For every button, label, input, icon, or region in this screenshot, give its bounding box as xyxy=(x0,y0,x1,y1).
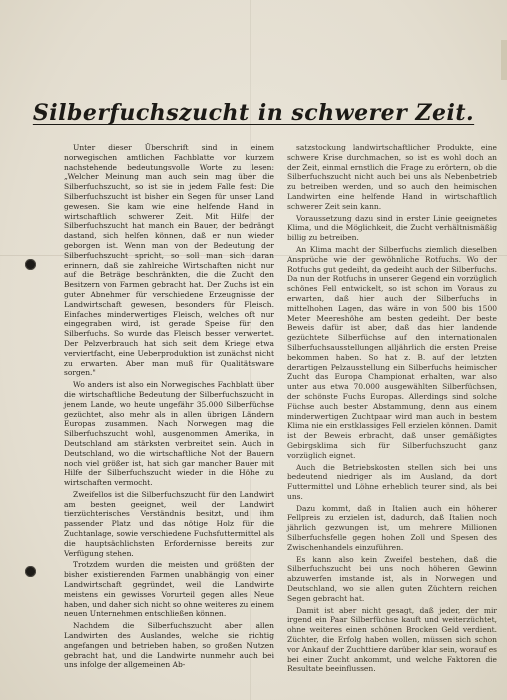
paragraph: Damit ist aber nicht gesagt, daß jeder, der mir irgend ein Paar Silberfüchse kauft und weiterzüchtet, ohne weiteres einen schönen Brocken Geld verdient. Züchter, die Erfolg haben wollen, müssen sich schon vor Ankauf der Zuchttiere darüber klar sein, worauf es bei einer Zucht ankommt, und welche Faktoren die Resultate beeinflussen. xyxy=(287,605,497,674)
right-column xyxy=(287,143,497,676)
paragraph: Zweifellos ist die Silberfuchszucht für den Landwirt am besten geeignet, weil der Landwirt tierzüchterisches Verständnis besitzt, und ihm passender Platz und das nötige Holz für die Zuchtanlage, sowie verschiedene Fuchsfuttermittel als die hauptsächlichsten Erfordernisse bereits zur Verfügung stehen. xyxy=(64,489,274,558)
paragraph: Voraussetzung dazu sind in erster Linie geeignetes Klima, und die Möglichkeit, die Zucht verhältnismäßig billig zu betreiben. xyxy=(287,213,497,243)
paragraph: An Klima macht der Silberfuchs ziemlich dieselben Ansprüche wie der gewöhnliche Rotfuchs. Wo der Rotfuchs gut gedeiht, da gedeiht auch der Silberfuchs. Da nun der Rotfuchs in unserer Gegend ein vorzüglich schönes Fell entwickelt, so ist schon im Voraus zu erwarten, daß hier auch der Silberfuchs in mittelhohen Lagen, das wäre in von 500 bis 1500 Meter Meereshöhe am besten gedeiht. Der beste Beweis dafür ist aber, daß das hier landende gezüchtete Silberfüchse auf den internationalen Silberfuchsausstellungen alljährlich die ersten Preise bekommen haben. So hat z. B. auf der letzten derartigen Pelzausstellung ein Silberfuchs heimischer Zucht das Europa Championat erhalten, war also unter aus etwa 70.000 ausgewählten Silberfüchsen, der schönste Fuchs Europas. Allerdings sind solche Füchse auch bester Abstammung, denn aus einem minderwertigen Zuchtpaar wird man auch in bestem Klima nie ein erstklassiges Fell erzielen können. Damit ist der Beweis erbracht, daß unser gemäßigtes Gebirgsklima sich für Silberfuchszucht ganz vorzüglich eignet. xyxy=(287,244,497,460)
paragraph: Trotzdem wurden die meisten und größten der bisher existierenden Farmen unabhängig von einer Landwirtschaft gegründet, weil die Landwirte meistens ein gewisses Vorurteil gegen alles Neue haben, und daher sich nicht so ohne weiteres zu einem neuen Unternehmen entschließen können. xyxy=(64,560,274,619)
article-title: Silberfuchszucht in schwerer Zeit. xyxy=(32,100,475,126)
paragraph: Nachdem die Silberfuchszucht aber allen Landwirten des Auslandes, welche sie richtig angefangen und betrieben haben, so großen Nutzen gebracht hat, und die Landwirte nunmehr auch bei uns infolge der allgemeinen Ab- xyxy=(64,621,274,670)
left-column xyxy=(64,143,274,672)
paragraph: Es kann also kein Zweifel bestehen, daß die Silberfuchszucht bei uns noch höheren Gewinn abzuwerfen imstande ist, als in Norwegen und Deutschland, wo sie allen guten Züchtern reichen Segen gebracht hat. xyxy=(287,554,497,603)
paragraph: satzstockung landwirtschaftlicher Produkte, eine schwere Krise durchmachen, so ist es wohl doch an der Zeit, einmal ernstlich die Frage zu erörtern, ob die Silberfuchszucht nicht auch bei uns als Nebenbetrieb zu betreiben werden, und so auch den heimischen Landwirten eine helfende Hand in wirtschaftlich schwerer Zeit sein kann. xyxy=(287,143,497,211)
paragraph: Dazu kommt, daß in Italien auch ein höherer Fellpreis zu erzielen ist, dadurch, daß Italien noch jährlich gezwungen ist, um mehrere Millionen Silberfuchsfelle gegen hohen Zoll und Spesen des Zwischenhandels einzuführen. xyxy=(287,503,497,552)
paragraph: Unter dieser Überschrift sind in einem norwegischen amtlichen Fachblatte vor kurzem nachstehende bedeutungsvolle Worte zu lesen: „Welcher Meinung man auch sein mag über die Silberfuchszucht, so ist sie in jedem Falle fest: Die Silberfuchszucht ist bisher ein Segen für unser Land gewesen. Sie kam wie eine helfende Hand in wirtschaftlich schwerer Zeit. Mit Hilfe der Silberfuchszucht hat manch ein Bauer, der bedrängt dastand, sich helfen können, daß er nun wieder geborgen ist. Wenn man von der Bedeutung der Silberfuchszucht spricht, so soll man sich daran erinnern, daß sie zahlreiche Wirtschaften nicht nur auf die Beträge beschränkten, die die Zucht den Besitzern von Farmen gebracht hat. Der Zuchs ist ein guter Abnehmer für verschiedene Erzeugnisse der Landwirtschaft gewesen, besonders für Fleisch. Einfaches minderwertiges Fleisch, welches oft nur eingegraben wird, ist gerade Speise für den Silberfuchs. So wurde das Fleisch besser verwertet. Der Pelzverbrauch hat sich seit dem Kriege etwa verviertfacht, eine Ueberproduktion ist zunächst nicht zu erwarten. Aber man muß für Qualitätsware sorgen." xyxy=(64,143,274,378)
paragraph: Auch die Betriebskosten stellen sich bei uns bedeutend niedriger als im Ausland, da dort Futtermittel und Löhne erheblich teurer sind, als bei uns. xyxy=(287,462,497,501)
punch-hole-top xyxy=(25,259,36,270)
paper-tape xyxy=(501,40,507,80)
paragraph: Wo anders ist also ein Norwegisches Fachblatt über die wirtschaftliche Bedeutung der Silberfuchszucht in jenem Lande, wo heute ungefähr 35.000 Silberfüchse gezüchtet, also mehr als in allen übrigen Ländern Europas zusammen. Nach Norwegen mag die Silberfuchszucht wohl, ausgenommen Amerika, in Deutschland am stärksten verbreitet sein. Auch in Deutschland, wo die wirtschaftliche Not der Bauern noch viel größer ist, hat sich gar mancher Bauer mit Hilfe der Silberfuchszucht wieder in die Höhe zu wirtschaften vermocht. xyxy=(64,380,274,488)
punch-hole-bottom xyxy=(25,566,36,577)
